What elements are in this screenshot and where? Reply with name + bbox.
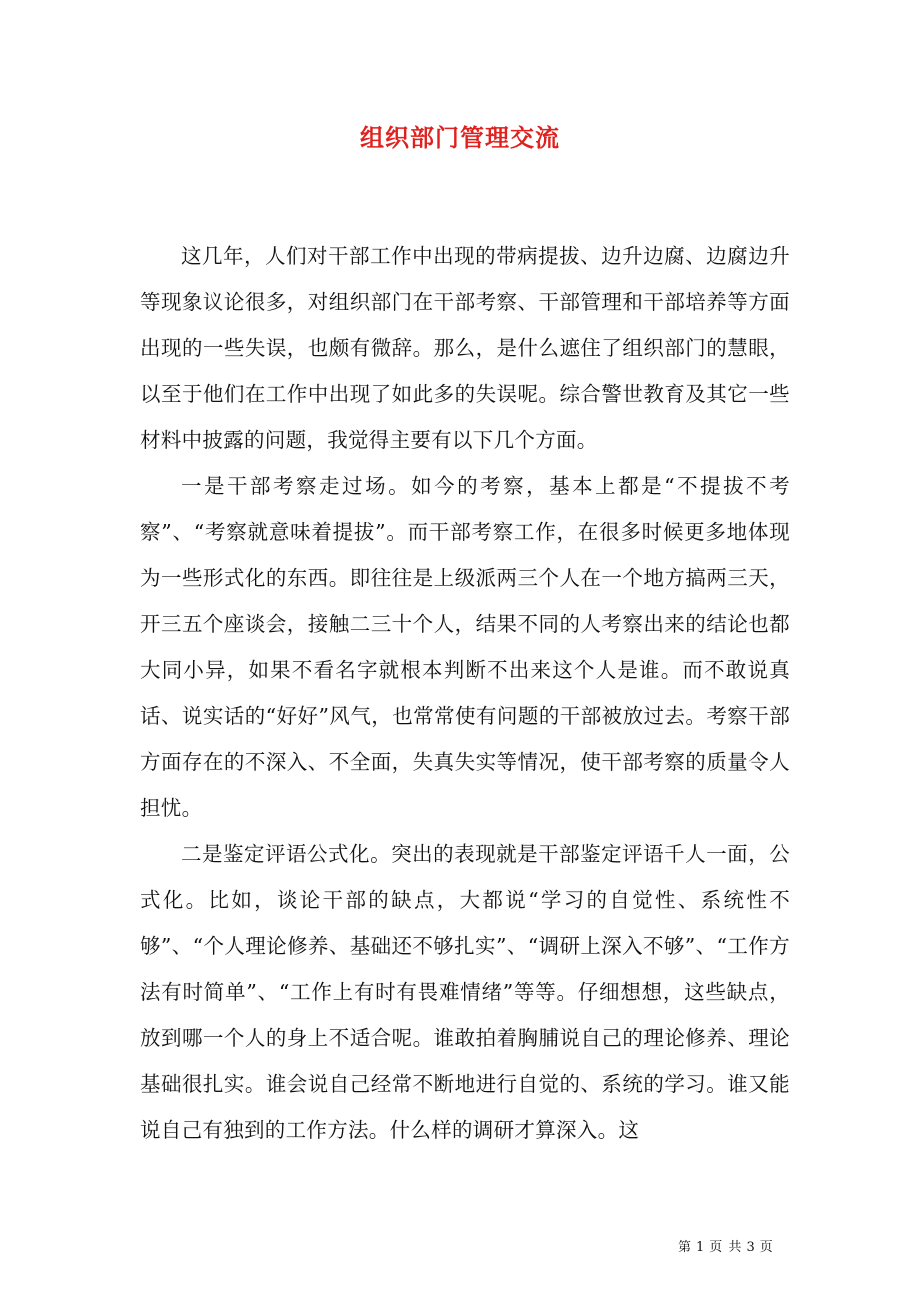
footer-total-pages: 3 <box>746 1240 756 1255</box>
paragraph-intro: 这几年，人们对干部工作中出现的带病提拔、边升边腐、边腐边升等现象议论很多，对组织部门在干部考察、干部管理和干部培养等方面出现的一些失误，也颇有微辞。那么，是什么遮住了组织部门的慧眼，以至于他们在工作中出现了如此多的失误呢。综合警世教育及其它一些材料中披露的问题，我觉得主要有以下几个方面。 <box>140 244 790 452</box>
footer-prefix: 第 <box>678 1240 693 1255</box>
page-footer <box>676 1236 776 1255</box>
paragraph-point-one: 一是干部考察走过场。如今的考察，基本上都是“不提拔不考察”、“考察就意味着提拔”。而干部考察工作，在很多时候更多地体现为一些形式化的东西。即往往是上级派两三个人在一个地方搞两三天，开三五个座谈会，接触二三十个人，结果不同的人考察出来的结论也都大同小异，如果不看名字就根本判断不出来这个人是谁。而不敢说真话、说实话的“好好”风气，也常常使有问题的干部被放过去。考察干部方面存在的不深入、不全面，失真失实等情况，使干部考察的质量令人担忧。 <box>140 474 790 820</box>
paragraph-point-two: 二是鉴定评语公式化。突出的表现就是干部鉴定评语千人一面，公式化。比如，谈论干部的缺点，大都说“学习的自觉性、系统性不够”、“个人理论修养、基础还不够扎实”、“调研上深入不够”、“工作方法有时简单”、“工作上有时有畏难情绪”等等。仔细想想，这些缺点，放到哪一个人的身上不适合呢。谁敢拍着胸脯说自己的理论修养、理论基础很扎实。谁会说自己经常不断地进行自觉的、系统的学习。谁又能说自己有独到的工作方法。什么样的调研才算深入。这 <box>140 842 790 1142</box>
footer-suffix: 页 <box>759 1240 774 1255</box>
footer-middle: 页 共 <box>709 1240 743 1255</box>
footer-page-number: 1 <box>696 1240 706 1255</box>
document-body <box>140 233 790 1153</box>
document-title: 组织部门管理交流 <box>360 123 560 152</box>
